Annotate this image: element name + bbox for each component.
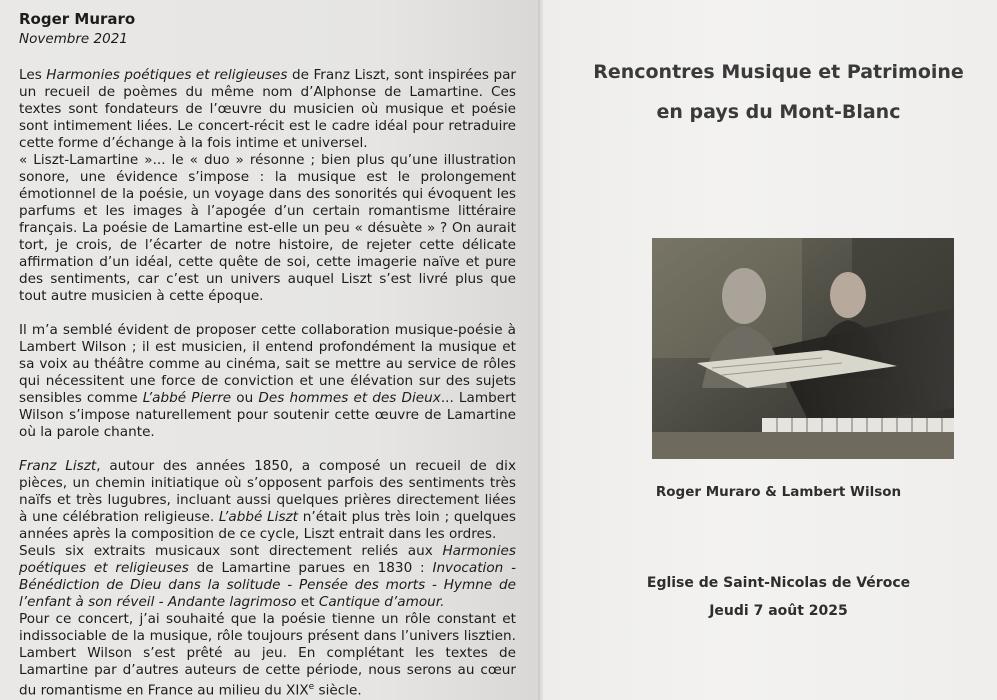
text-run: Les xyxy=(19,67,47,83)
photo-caption: Roger Muraro & Lambert Wilson xyxy=(655,484,902,500)
event-venue: Eglise de Saint-Nicolas de Véroce xyxy=(646,575,911,591)
program-title-line2: en pays du Mont-Blanc xyxy=(656,101,901,123)
author-date: Novembre 2021 xyxy=(19,31,128,47)
text-run: de Lamartine parues en 1830 : xyxy=(188,560,433,576)
italic-text: Invocation - Bénédiction de Dieu dans la solitude - Pensée des morts - Hymne de l’enfant à son réveil - Andante lagrimoso xyxy=(19,560,516,610)
text-run: « Liszt-Lamartine »... le « duo » résonne ; bien plus qu’une illustration sonore, une évidence s’impose : la musique est le prolongement émotionnel de la poésie, un voyage dans des sonorités qui évoquent les parfums et les images à l’apogée d’un certain romantisme littéraire français. La poésie de Lamartine est-elle un peu « désuète » ? On aurait tort, je crois, de l’écarter de notre histoire, de rejeter cette délicate affirmation d’un idéal, cette quête de soi, cette imagerie naïve et pure des sentiments, car c’est un univers auquel Liszt s’est livré plus que tout autre musicien à cette époque. xyxy=(19,152,516,304)
text-run: , autour des années 1850, a composé un recueil de dix pièces, un chemin initiatique où s’opposent parfois des sentiments très naïfs et très lugubres, incluant aussi quelques prières directement liées à une célébration religieuse. xyxy=(19,458,516,525)
italic-text: Harmonies poétiques et religieuses xyxy=(19,543,516,576)
text-run: et xyxy=(296,594,319,610)
program-title-line1: Rencontres Musique et Patrimoine xyxy=(593,61,964,83)
text-run: Il m’a semblé évident de proposer cette collaboration musique-poésie à Lambert Wilson ; il est musicien, il entend profondément la musique et sa voix au théâtre comme au cinéma, sait se mettre au service de rôles qui nécessitent une force de conviction et une élévation sur des sujets sensibles comme xyxy=(19,322,516,406)
text-run: e xyxy=(308,682,315,692)
essay-paragraph xyxy=(19,322,516,441)
italic-text: Franz Liszt xyxy=(19,458,97,474)
text-run: ... Lambert Wilson s’impose naturellement pour soutenir cette œuvre de Lamartine où la parole chante. xyxy=(19,390,516,440)
text-run: ou xyxy=(231,390,259,406)
essay-paragraph xyxy=(19,543,516,611)
essay-body xyxy=(19,67,516,700)
right-page xyxy=(544,0,997,700)
italic-text: Harmonies poétiques et religieuses xyxy=(46,67,288,83)
essay-paragraph xyxy=(19,67,516,152)
event-date: Jeudi 7 août 2025 xyxy=(709,603,848,619)
italic-text: Des hommes et des Dieux xyxy=(258,390,441,406)
author-name: Roger Muraro xyxy=(19,10,136,28)
photo-illustration xyxy=(652,238,954,459)
text-run: siècle. xyxy=(314,682,362,699)
italic-text: L’abbé Pierre xyxy=(142,390,232,406)
text-run: Seuls six extraits musicaux sont directement reliés aux xyxy=(19,543,443,559)
performers-photo xyxy=(652,238,954,459)
essay-paragraph xyxy=(19,152,516,305)
text-run: de Franz Liszt, sont inspirées par un recueil de poèmes du même nom d’Alphonse de Lamartine. Ces textes sont fondateurs de l’œuvre du musicien où musique et poésie sont intimement liées. Le concert-récit est le cadre idéal pour retraduire cette forme d’échange à la fois intime et universel. xyxy=(19,67,517,151)
essay-paragraph xyxy=(19,458,516,543)
italic-text: L’abbé Liszt xyxy=(218,509,298,525)
italic-text: Cantique d’amour. xyxy=(318,594,445,610)
text-run: n’était plus très loin ; quelques années après la composition de ce cycle, Liszt entrait dans les ordres. xyxy=(19,509,516,542)
essay-paragraph xyxy=(19,611,516,700)
text-run: Pour ce concert, j’ai souhaité que la poésie tienne un rôle constant et indissociable de la musique, rôle toujours présent dans l’univers lisztien. Lambert Wilson s’est prêté au jeu. En complétant les textes de Lamartine par d’autres auteurs de cette période, nous serons au cœur du romantisme en France au milieu du XIX xyxy=(19,611,516,699)
